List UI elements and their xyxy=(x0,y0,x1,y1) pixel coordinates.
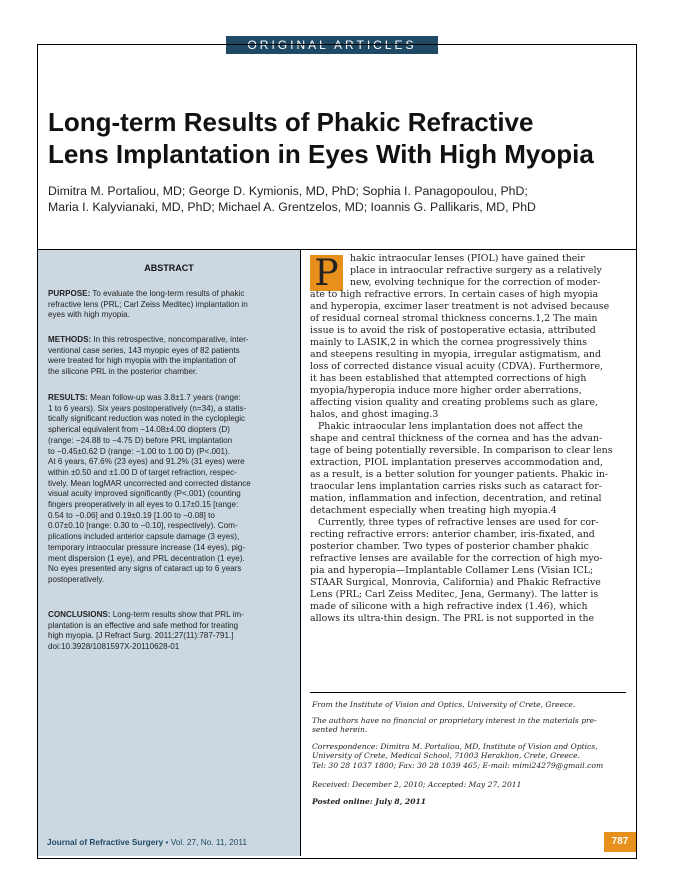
abstract-label: RESULTS: xyxy=(48,393,88,402)
body-line: traocular lens implantation carries risks such as cataract for- xyxy=(310,481,602,492)
body-line: and steepens resulting in myopia, irregular astigmatism, and xyxy=(310,349,602,360)
body-line: shape and central thickness of the cornea and has the advan- xyxy=(310,433,603,444)
footnote-line: From the Institute of Vision and Optics, University of Crete, Greece. xyxy=(312,700,576,709)
abstract-line xyxy=(48,610,288,621)
abstract-line: eyes with high myopia. xyxy=(48,310,130,320)
footnote-posted xyxy=(312,797,625,806)
body-text xyxy=(310,253,628,625)
page-footer xyxy=(37,832,637,852)
body-line: it has been established that attempted corrections of high xyxy=(310,373,587,384)
abstract-line: the silicone PRL in the posterior chamber. xyxy=(48,367,198,377)
abstract-line xyxy=(48,289,288,300)
body-line: detachment especially when treating high myopia.4 xyxy=(310,505,557,516)
abstract-line: spherical equivalent from −14.08±4.00 diopters (D) xyxy=(48,425,230,435)
abstract-line: high myopia. [J Refract Surg. 2011;27(11):787-791.] xyxy=(48,631,234,641)
footnote-correspondence xyxy=(312,742,625,770)
body-line: recting refractive errors: anterior chamber, iris-fixated, and xyxy=(310,529,595,540)
abstract-line: fingers preoperatively in all eyes to 0.17±0.15 [range: xyxy=(48,500,239,510)
abstract-line: 0.07±0.10 [range: 0.30 to −0.10], respectively). Com- xyxy=(48,521,238,531)
footnote-line: Received: December 2, 2010; Accepted: May 27, 2011 xyxy=(312,780,522,789)
abstract-line: tively. Mean logMAR uncorrected and corrected distance xyxy=(48,478,251,488)
body-line: ate to high refractive errors. In certain cases of high myopia xyxy=(310,289,599,300)
body-line: loss of corrected distance visual acuity (CDVA). Furthermore, xyxy=(310,361,604,372)
footnote-line: The authors have no financial or proprietary interest in the materials pre- xyxy=(312,716,597,725)
abstract-line: (range: −24.88 to −4.75 D) before PRL implantation xyxy=(48,435,233,445)
footnote-line: Correspondence: Dimitra M. Portaliou, MD, Institute of Vision and Optics, xyxy=(312,742,598,751)
abstract-line xyxy=(48,335,288,346)
abstract-text: Mean follow-up was 3.8±1.7 years (range: xyxy=(87,393,241,402)
section-banner: ORIGINAL ARTICLES xyxy=(226,36,438,54)
footnote-disclosure xyxy=(312,716,625,735)
abstract-label: METHODS: xyxy=(48,335,92,344)
body-line: affecting vision quality and creating problems such as glare, xyxy=(310,397,598,408)
abstract-line: 1 to 6 years). Six years postoperatively (n=34), a statis- xyxy=(48,403,247,413)
body-line: halos, and ghost imaging.3 xyxy=(310,409,439,420)
body-line: Lens (PRL; Carl Zeiss Meditec, Jena, Germany). The latter is xyxy=(310,589,599,600)
abstract-text: To evaluate the long-term results of phakic xyxy=(90,289,245,298)
abstract-panel xyxy=(38,250,301,856)
footnote-line: University of Crete, Medical School, 71003 Heraklion, Crete, Greece. xyxy=(312,751,580,761)
footnote-line: sented herein. xyxy=(312,725,368,735)
abstract-line: plantation is an effective and safe method for treating xyxy=(48,620,239,630)
abstract-line: visual acuity improved significantly (P<.001) (counting xyxy=(48,489,241,499)
abstract-line: 0.54 to −0.06] and 0.19±0.19 [1.00 to −0.08] to xyxy=(48,510,215,520)
footer-citation xyxy=(47,837,247,847)
abstract-line: No eyes presented any signs of cataract up to 6 years xyxy=(48,564,242,574)
body-line: new, evolving technique for the correction of moder- xyxy=(350,277,601,288)
title-line: Lens Implantation in Eyes With High Myopia xyxy=(48,139,594,169)
body-line: hakic intraocular lenses (PIOL) have gained their xyxy=(350,253,585,264)
abstract-text: In this retrospective, noncomparative, inter- xyxy=(91,335,249,344)
abstract-line: At 6 years, 67.6% (23 eyes) and 91.2% (31 eyes) were xyxy=(48,457,245,467)
body-line: as a result, is a better solution for younger patients. Phakic in- xyxy=(310,469,609,480)
page-number: 787 xyxy=(604,832,636,852)
abstract-line: refractive lens (PRL; Carl Zeiss Meditec) implantation in xyxy=(48,299,248,309)
body-line: allows its ultra-thin design. The PRL is not supported in the xyxy=(310,613,595,624)
abstract-label: PURPOSE: xyxy=(48,289,91,298)
abstract-results xyxy=(48,393,288,586)
journal-name: Journal of Refractive Surgery xyxy=(47,837,164,847)
abstract-heading: ABSTRACT xyxy=(144,263,194,273)
body-line: place in intraocular refractive surgery as a relatively xyxy=(350,265,602,276)
body-line: STAAR Surgical, Monrovia, California) and Phakic Refractive xyxy=(310,577,601,588)
body-line: extraction, PIOL implantation preserves accommodation and, xyxy=(310,457,603,468)
footnote-institution xyxy=(312,700,625,709)
footnote-received xyxy=(312,780,625,789)
article-title xyxy=(48,106,638,170)
author-line: Maria I. Kalyvianaki, MD, PhD; Michael A. Grentzelos, MD; Ioannis G. Pallikaris, MD, PhD xyxy=(48,200,536,214)
body-line: and hyperopia, excimer laser treatment is not advised because xyxy=(310,301,610,312)
title-line: Long-term Results of Phakic Refractive xyxy=(48,107,534,137)
footnote-line: Posted online: July 8, 2011 xyxy=(312,797,427,806)
abstract-line: within ±0.50 and ±1.00 D of target refraction, respec- xyxy=(48,467,237,477)
body-line: myopia/hyperopia induce more higher order aberrations, xyxy=(310,385,582,396)
body-line: mation, inflammation and infection, decentration, and retinal xyxy=(310,493,602,504)
footnote-line: Tel: 30 28 1037 1800; Fax: 30 28 1039 465; E-mail: mimi24279@gmail.com xyxy=(312,760,604,770)
body-line: tage of being potentially reversible. In comparison to clear lens xyxy=(310,445,613,456)
abstract-line: ventional case series, 143 myopic eyes of 82 patients xyxy=(48,345,240,355)
author-list xyxy=(48,183,628,215)
body-line: Currently, three types of refractive lenses are used for cor- xyxy=(318,517,599,528)
abstract-line xyxy=(48,393,288,404)
body-line: pia and hyperopia—Implantable Collamer Lens (Visian ICL; xyxy=(310,565,594,576)
abstract-line: doi:10.3928/1081597X-20110628-01 xyxy=(48,642,180,652)
abstract-line: ment dispersion (1 eye), and PRL decentration (1 eye). xyxy=(48,553,245,563)
abstract-conclusions xyxy=(48,610,288,653)
abstract-line: to −0.45±0.62 D (range: −1.00 to 1.00 D) (P<.001). xyxy=(48,446,230,456)
abstract-text: Long-term results show that PRL im- xyxy=(110,610,244,619)
body-line: refractive lenses are available for the correction of high myo- xyxy=(310,553,603,564)
body-line: issue is to avoid the risk of postoperative ectasia, attributed xyxy=(310,325,596,336)
body-line: made of silicone with a high refractive index (1.46), which xyxy=(310,601,588,612)
abstract-line: plications included anterior capsule damage (3 eyes), xyxy=(48,532,240,542)
abstract-line: temporary intraocular pressure increase (14 eyes), pig- xyxy=(48,542,246,552)
abstract-methods xyxy=(48,335,288,378)
issue-info: • Vol. 27, No. 11, 2011 xyxy=(163,837,247,847)
abstract-line: tically significant reduction was noted in the cycloplegic xyxy=(48,414,246,424)
drop-cap: P xyxy=(310,255,343,291)
abstract-line: were treated for high myopia with the implantation of xyxy=(48,356,236,366)
abstract-purpose xyxy=(48,289,288,321)
footnote-divider xyxy=(310,692,626,693)
body-line: mainly to LASIK,2 in which the cornea progressively thins xyxy=(310,337,587,348)
abstract-label: CONCLUSIONS: xyxy=(48,610,111,619)
body-line: posterior chamber. Two types of posterior chamber phakic xyxy=(310,541,589,552)
author-line: Dimitra M. Portaliou, MD; George D. Kymionis, MD, PhD; Sophia I. Panagopoulou, PhD; xyxy=(48,184,528,198)
abstract-line: postoperatively. xyxy=(48,574,105,584)
body-line: of residual corneal stromal thickness concerns.1,2 The main xyxy=(310,313,598,324)
body-line: Phakic intraocular lens implantation does not affect the xyxy=(318,421,583,432)
